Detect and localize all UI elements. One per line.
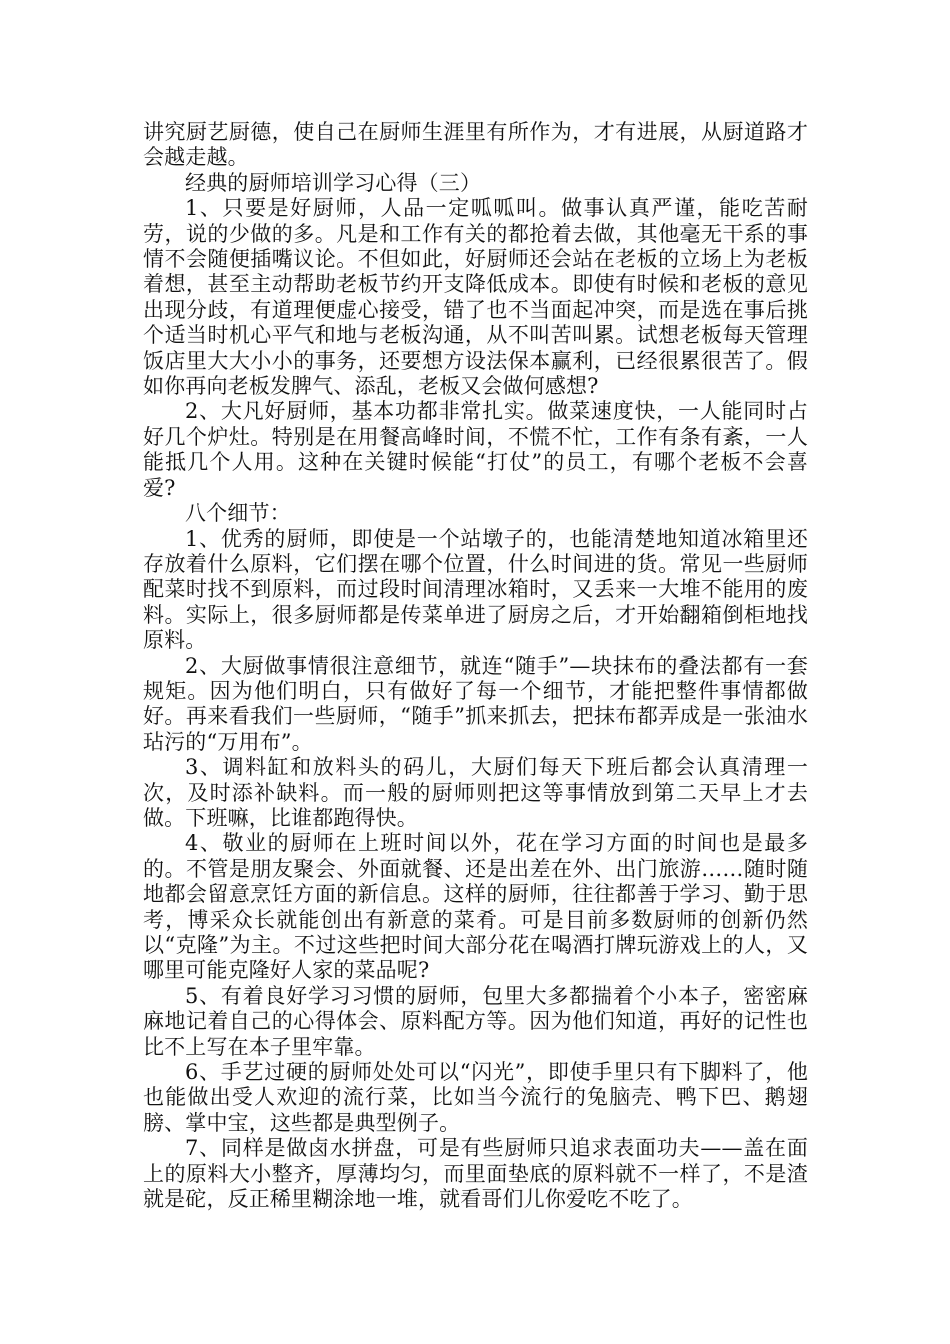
paragraph-detail-7: 7、同样是做卤水拼盘，可是有些厨师只追求表面功夫——盖在面上的原料大小整齐，厚薄均匀，而里面垫底的原料就不一样了，不是渣就是砣，反正稀里糊涂地一堆，就看哥们儿你爱吃不吃了。 [143, 1136, 808, 1212]
section-heading: 经典的厨师培训学习心得（三） [185, 170, 482, 195]
paragraph-point-1: 1、只要是好厨师，人品一定呱呱叫。做事认真严谨，能吃苦耐劳，说的少做的多。凡是和工作有关的都抢着去做，其他毫无干系的事情不会随便插嘴议论。不但如此，好厨师还会站在老板的立场上为老板着想，甚至主动帮助老板节约开支降低成本。即使有时候和老板的意见出现分歧，有道理便虚心接受，错了也不当面起冲突，而是选在事后挑个适当时机心平气和地与老板沟通，从不叫苦叫累。试想老板每天管理饭店里大大小小的事务，还要想方设法保本赢利，已经很累很苦了。假如你再向老板发脾气、添乱，老板又会做何感想? [143, 196, 808, 399]
paragraph-detail-1: 1、优秀的厨师，即使是一个站墩子的，也能清楚地知道冰箱里还存放着什么原料，它们摆在哪个位置，什么时间进的货。常见一些厨师配菜时找不到原料，而过段时间清理冰箱时，又丢来一大堆不能用的废料。实际上，很多厨师都是传菜单进了厨房之后，才开始翻箱倒柜地找原料。 [143, 526, 808, 653]
paragraph-intro-ending: 讲究厨艺厨德，使自己在厨师生涯里有所作为，才有进展，从厨道路才会越走越。 [143, 120, 808, 170]
paragraph-detail-2: 2、大厨做事情很注意细节，就连“随手”—块抹布的叠法都有一套规矩。因为他们明白，只有做好了每一个细节，才能把整件事情都做好。再来看我们一些厨师，“随手”抓来抓去，把抹布都弄成是一张油水玷污的“万用布”。 [143, 653, 808, 754]
paragraph-detail-4: 4、敬业的厨师在上班时间以外，花在学习方面的时间也是最多的。不管是朋友聚会、外面就餐、还是出差在外、出门旅游……随时随地都会留意烹饪方面的新信息。这样的厨师，往往都善于学习、勤于思考，博采众长就能创出有新意的菜肴。可是目前多数厨师的创新仍然以“克隆”为主。不过这些把时间大部分花在喝酒打牌玩游戏上的人，又哪里可能克隆好人家的菜品呢? [143, 831, 808, 983]
subsection-heading: 八个细节： [185, 501, 291, 526]
paragraph-detail-3: 3、调料缸和放料头的码儿，大厨们每天下班后都会认真清理一次，及时添补缺料。而一般的厨师则把这等事情放到第二天早上才去做。下班嘛，比谁都跑得快。 [143, 755, 808, 830]
paragraph-detail-6: 6、手艺过硬的厨师处处可以“闪光”，即使手里只有下脚料了，他也能做出受人欢迎的流行菜，比如当今流行的兔脑壳、鸭下巴、鹅翅膀、掌中宝，这些都是典型例子。 [143, 1060, 808, 1135]
document-body [143, 120, 808, 1212]
paragraph-point-2: 2、大凡好厨师，基本功都非常扎实。做菜速度快，一人能同时占好几个炉灶。特别是在用餐高峰时间，不慌不忙，工作有条有紊，一人能抵几个人用。这种在关键时候能“打仗”的员工，有哪个老板不会喜爱? [143, 399, 808, 500]
paragraph-detail-5: 5、有着良好学习习惯的厨师，包里大多都揣着个小本子，密密麻麻地记着自己的心得体会、原料配方等。因为他们知道，再好的记性也比不上写在本子里牢靠。 [143, 983, 808, 1059]
